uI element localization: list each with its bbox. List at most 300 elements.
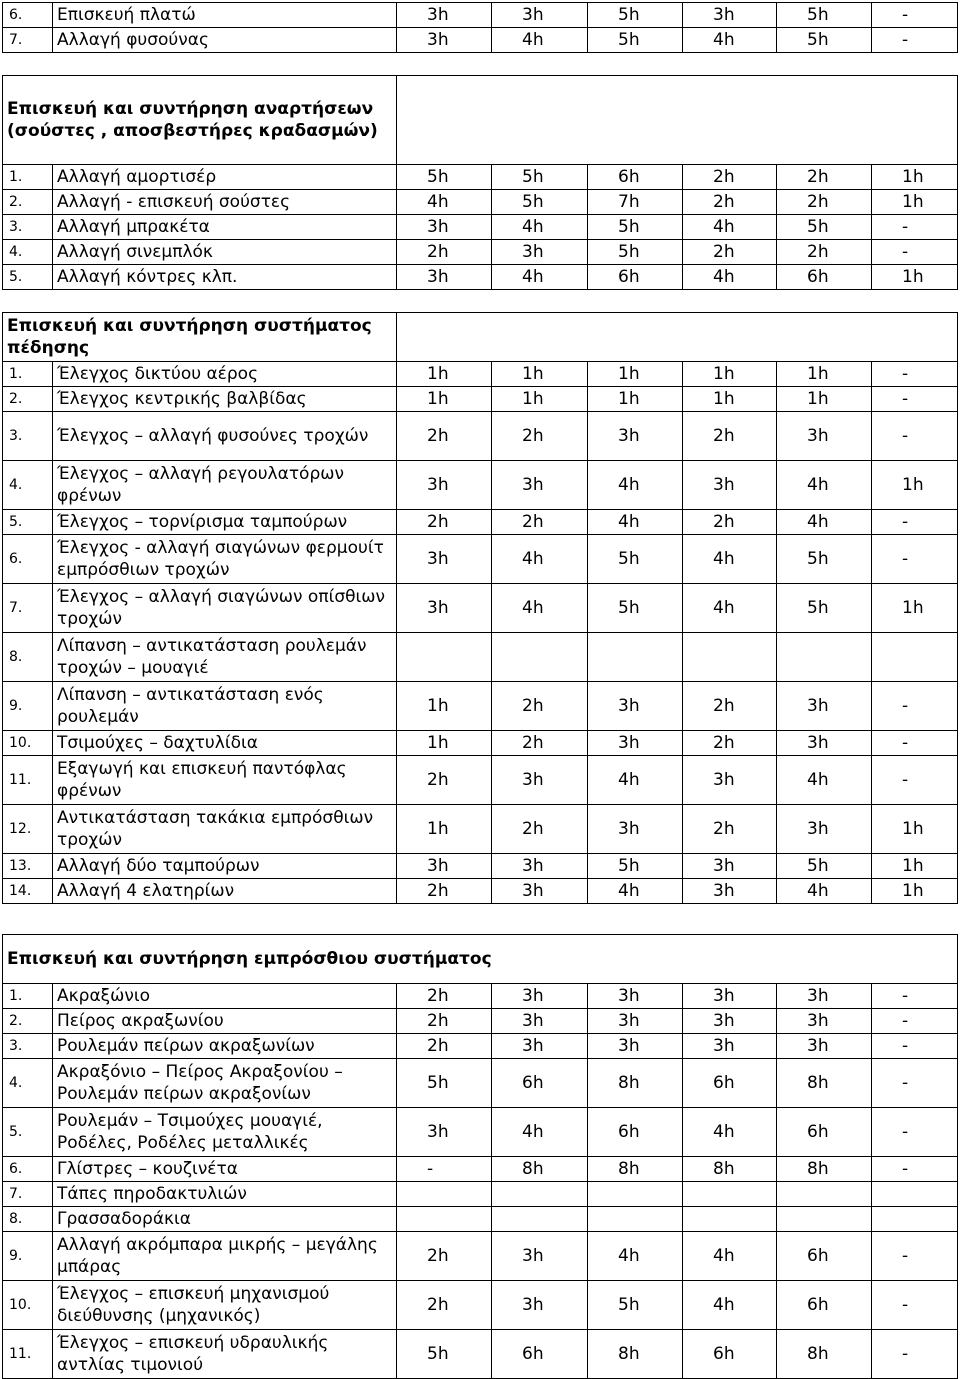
hours-cell-5: 6h bbox=[777, 265, 872, 290]
table-row bbox=[3, 1059, 958, 1108]
hours-cell-1: 3h bbox=[397, 584, 492, 633]
section-gap bbox=[3, 53, 958, 76]
hours-cell-5: 4h bbox=[777, 461, 872, 510]
hours-cell-6: - bbox=[872, 756, 958, 805]
hours-cell-5: 3h bbox=[777, 805, 872, 854]
hours-cell-4: 6h bbox=[683, 1059, 777, 1108]
row-number: 12. bbox=[3, 805, 53, 854]
hours-cell-3: 3h bbox=[588, 984, 683, 1009]
task-name: Αλλαγή - επισκευή σούστες bbox=[53, 190, 397, 215]
hours-cell-4: 2h bbox=[683, 682, 777, 731]
task-name: Εξαγωγή και επισκευή παντόφλας φρένων bbox=[53, 756, 397, 805]
row-number: 4. bbox=[3, 1059, 53, 1108]
hours-cell-3: 5h bbox=[588, 584, 683, 633]
section-header-row bbox=[3, 76, 958, 165]
hours-cell-6: 1h bbox=[872, 854, 958, 879]
hours-cell-2: 6h bbox=[492, 1330, 588, 1379]
hours-cell-2: 3h bbox=[492, 854, 588, 879]
hours-cell-2: 2h bbox=[492, 682, 588, 731]
gap-cell bbox=[3, 904, 958, 935]
hours-cell-3: 8h bbox=[588, 1157, 683, 1182]
task-name: Ρουλεμάν πείρων ακραξωνίων bbox=[53, 1034, 397, 1059]
hours-cell-5: 1h bbox=[777, 387, 872, 412]
row-number: 1. bbox=[3, 165, 53, 190]
row-number: 7. bbox=[3, 1182, 53, 1207]
hours-cell-2: 4h bbox=[492, 1108, 588, 1157]
hours-cell-6: - bbox=[872, 240, 958, 265]
table-row bbox=[3, 1009, 958, 1034]
hours-cell-2: 4h bbox=[492, 215, 588, 240]
hours-cell-4: 4h bbox=[683, 535, 777, 584]
gap-cell bbox=[3, 290, 958, 313]
task-name: Γλίστρες – κουζινέτα bbox=[53, 1157, 397, 1182]
hours-cell-4: 3h bbox=[683, 756, 777, 805]
task-name: Ακραξόνιο – Πείρος Ακραξονίου – Ρουλεμάν πείρων ακραξονίων bbox=[53, 1059, 397, 1108]
hours-cell-2: 2h bbox=[492, 510, 588, 535]
hours-cell-4: 2h bbox=[683, 240, 777, 265]
hours-cell-2: 6h bbox=[492, 1059, 588, 1108]
hours-cell-6: - bbox=[872, 362, 958, 387]
table-row bbox=[3, 28, 958, 53]
hours-cell-5: 5h bbox=[777, 28, 872, 53]
row-number: 2. bbox=[3, 190, 53, 215]
hours-cell-3: 4h bbox=[588, 879, 683, 904]
hours-cell-5: 4h bbox=[777, 510, 872, 535]
hours-cell-6: - bbox=[872, 984, 958, 1009]
hours-cell-2: 2h bbox=[492, 731, 588, 756]
hours-cell-4: 2h bbox=[683, 805, 777, 854]
hours-cell-2: 3h bbox=[492, 461, 588, 510]
table-row bbox=[3, 1182, 958, 1207]
section-gap bbox=[3, 904, 958, 935]
hours-cell-2: 3h bbox=[492, 1281, 588, 1330]
hours-cell-4: 2h bbox=[683, 412, 777, 461]
hours-cell-4: 4h bbox=[683, 1108, 777, 1157]
hours-cell-5: 6h bbox=[777, 1108, 872, 1157]
table-row bbox=[3, 215, 958, 240]
hours-cell-2: 3h bbox=[492, 1009, 588, 1034]
hours-cell-5: 5h bbox=[777, 3, 872, 28]
table-row bbox=[3, 731, 958, 756]
hours-cell-1: 1h bbox=[397, 387, 492, 412]
hours-cell-2: 3h bbox=[492, 879, 588, 904]
hours-cell-3: 8h bbox=[588, 1330, 683, 1379]
gap-cell bbox=[3, 53, 958, 76]
hours-cell-3: 1h bbox=[588, 362, 683, 387]
hours-cell-5: 5h bbox=[777, 215, 872, 240]
section-title: Επισκευή και συντήρηση εμπρόσθιου συστήματος bbox=[3, 935, 958, 984]
hours-cell-6: 1h bbox=[872, 165, 958, 190]
hours-cell-4: 3h bbox=[683, 1009, 777, 1034]
hours-cell-6: - bbox=[872, 215, 958, 240]
hours-cell-6: 1h bbox=[872, 190, 958, 215]
hours-cell-4: 3h bbox=[683, 879, 777, 904]
task-name: Αντικατάσταση τακάκια εμπρόσθιων τροχών bbox=[53, 805, 397, 854]
section-header-spacer bbox=[397, 76, 958, 165]
hours-cell-4: 1h bbox=[683, 362, 777, 387]
table-row bbox=[3, 1034, 958, 1059]
section-title: Επισκευή και συντήρηση συστήματος πέδησης bbox=[3, 313, 397, 362]
hours-cell-4: 2h bbox=[683, 190, 777, 215]
hours-cell-1: 5h bbox=[397, 1330, 492, 1379]
hours-cell-2: 1h bbox=[492, 362, 588, 387]
hours-cell-5: 4h bbox=[777, 879, 872, 904]
hours-cell-5: 3h bbox=[777, 984, 872, 1009]
hours-cell-5: 5h bbox=[777, 854, 872, 879]
row-number: 3. bbox=[3, 412, 53, 461]
hours-cell-3: 5h bbox=[588, 1281, 683, 1330]
hours-cell-4: 3h bbox=[683, 854, 777, 879]
hours-cell-6: - bbox=[872, 510, 958, 535]
hours-cell-4: 6h bbox=[683, 1330, 777, 1379]
hours-cell-1: 2h bbox=[397, 1034, 492, 1059]
task-name: Λίπανση – αντικατάσταση ενός ρουλεμάν bbox=[53, 682, 397, 731]
hours-cell-1: 3h bbox=[397, 535, 492, 584]
task-name: Έλεγχος – αλλαγή σιαγώνων οπίσθιων τροχών bbox=[53, 584, 397, 633]
hours-cell-2: 3h bbox=[492, 240, 588, 265]
task-name: Έλεγχος – επισκευή μηχανισμού διεύθυνσης (μηχανικός) bbox=[53, 1281, 397, 1330]
hours-cell-5: 2h bbox=[777, 240, 872, 265]
hours-cell-4 bbox=[683, 633, 777, 682]
row-number: 8. bbox=[3, 633, 53, 682]
table-row bbox=[3, 984, 958, 1009]
hours-cell-4: 2h bbox=[683, 510, 777, 535]
table-row bbox=[3, 1232, 958, 1281]
hours-cell-3: 4h bbox=[588, 461, 683, 510]
hours-cell-5: 8h bbox=[777, 1330, 872, 1379]
hours-cell-6: - bbox=[872, 28, 958, 53]
hours-cell-1: 1h bbox=[397, 805, 492, 854]
table-row bbox=[3, 165, 958, 190]
hours-cell-4: 4h bbox=[683, 265, 777, 290]
hours-cell-2: 5h bbox=[492, 190, 588, 215]
hours-cell-6: - bbox=[872, 412, 958, 461]
hours-cell-5: 6h bbox=[777, 1281, 872, 1330]
hours-cell-1: 2h bbox=[397, 879, 492, 904]
hours-cell-1 bbox=[397, 1207, 492, 1232]
hours-cell-1: 3h bbox=[397, 3, 492, 28]
row-number: 9. bbox=[3, 1232, 53, 1281]
hours-cell-1: 3h bbox=[397, 1108, 492, 1157]
row-number: 3. bbox=[3, 1034, 53, 1059]
repair-hours-table bbox=[2, 2, 958, 1379]
hours-cell-5: 3h bbox=[777, 412, 872, 461]
hours-cell-1: 1h bbox=[397, 682, 492, 731]
section-header-row bbox=[3, 935, 958, 984]
hours-cell-2: 4h bbox=[492, 265, 588, 290]
row-number: 14. bbox=[3, 879, 53, 904]
hours-cell-2: 3h bbox=[492, 1034, 588, 1059]
section-gap bbox=[3, 290, 958, 313]
row-number: 3. bbox=[3, 215, 53, 240]
row-number: 4. bbox=[3, 461, 53, 510]
row-number: 4. bbox=[3, 240, 53, 265]
hours-cell-2: 2h bbox=[492, 412, 588, 461]
hours-cell-1: 3h bbox=[397, 215, 492, 240]
hours-cell-2: 3h bbox=[492, 1232, 588, 1281]
hours-cell-5: 3h bbox=[777, 1034, 872, 1059]
table-row bbox=[3, 805, 958, 854]
hours-cell-3 bbox=[588, 633, 683, 682]
hours-cell-3: 5h bbox=[588, 854, 683, 879]
hours-cell-3: 3h bbox=[588, 805, 683, 854]
task-name: Αλλαγή φυσούνας bbox=[53, 28, 397, 53]
table-row bbox=[3, 412, 958, 461]
hours-cell-1: 3h bbox=[397, 265, 492, 290]
table-row bbox=[3, 240, 958, 265]
hours-cell-4: 4h bbox=[683, 215, 777, 240]
table-row bbox=[3, 535, 958, 584]
hours-cell-3: 6h bbox=[588, 265, 683, 290]
hours-cell-2: 4h bbox=[492, 28, 588, 53]
hours-cell-1: 3h bbox=[397, 461, 492, 510]
task-name: Πείρος ακραξωνίου bbox=[53, 1009, 397, 1034]
hours-cell-3: 1h bbox=[588, 387, 683, 412]
hours-cell-2: 3h bbox=[492, 3, 588, 28]
task-name: Ρουλεμάν – Τσιμούχες μουαγιέ, Ροδέλες, Ροδέλες μεταλλικές bbox=[53, 1108, 397, 1157]
hours-cell-3: 7h bbox=[588, 190, 683, 215]
hours-cell-6: - bbox=[872, 1281, 958, 1330]
hours-cell-6: 1h bbox=[872, 584, 958, 633]
row-number: 13. bbox=[3, 854, 53, 879]
hours-cell-1: 5h bbox=[397, 165, 492, 190]
section-header-row bbox=[3, 313, 958, 362]
hours-cell-3: 5h bbox=[588, 28, 683, 53]
task-name: Αλλαγή μπρακέτα bbox=[53, 215, 397, 240]
hours-cell-5 bbox=[777, 633, 872, 682]
row-number: 1. bbox=[3, 362, 53, 387]
table-row bbox=[3, 1108, 958, 1157]
hours-cell-4: 2h bbox=[683, 731, 777, 756]
hours-cell-6: - bbox=[872, 1009, 958, 1034]
task-name: Επισκευή πλατώ bbox=[53, 3, 397, 28]
hours-cell-1: 5h bbox=[397, 1059, 492, 1108]
hours-cell-6: 1h bbox=[872, 805, 958, 854]
hours-cell-1: 3h bbox=[397, 28, 492, 53]
hours-cell-2: 3h bbox=[492, 984, 588, 1009]
table-row bbox=[3, 1157, 958, 1182]
task-name: Έλεγχος - αλλαγή σιαγώνων φερμουίτ εμπρόσθιων τροχών bbox=[53, 535, 397, 584]
hours-cell-3: 6h bbox=[588, 165, 683, 190]
hours-cell-4: 3h bbox=[683, 1034, 777, 1059]
hours-cell-3 bbox=[588, 1182, 683, 1207]
task-name: Έλεγχος δικτύου αέρος bbox=[53, 362, 397, 387]
hours-cell-6 bbox=[872, 1182, 958, 1207]
table-row bbox=[3, 879, 958, 904]
row-number: 5. bbox=[3, 1108, 53, 1157]
row-number: 11. bbox=[3, 756, 53, 805]
row-number: 6. bbox=[3, 535, 53, 584]
row-number: 7. bbox=[3, 584, 53, 633]
hours-cell-6: - bbox=[872, 3, 958, 28]
task-name: Λίπανση – αντικατάσταση ρουλεμάν τροχών – μουαγιέ bbox=[53, 633, 397, 682]
hours-cell-6: - bbox=[872, 535, 958, 584]
hours-cell-5: 8h bbox=[777, 1059, 872, 1108]
hours-cell-3: 3h bbox=[588, 682, 683, 731]
hours-cell-6: 1h bbox=[872, 265, 958, 290]
task-name: Έλεγχος – αλλαγή φυσούνες τροχών bbox=[53, 412, 397, 461]
hours-cell-4: 4h bbox=[683, 1232, 777, 1281]
task-name: Αλλαγή 4 ελατηρίων bbox=[53, 879, 397, 904]
hours-cell-3: 5h bbox=[588, 535, 683, 584]
table-row bbox=[3, 1207, 958, 1232]
row-number: 2. bbox=[3, 1009, 53, 1034]
hours-cell-6: - bbox=[872, 1034, 958, 1059]
hours-cell-3: 6h bbox=[588, 1108, 683, 1157]
hours-cell-3: 5h bbox=[588, 215, 683, 240]
hours-cell-5: 2h bbox=[777, 190, 872, 215]
table-body bbox=[3, 3, 958, 1379]
table-row bbox=[3, 190, 958, 215]
hours-cell-5 bbox=[777, 1182, 872, 1207]
task-name: Αλλαγή ακρόμπαρα μικρής – μεγάλης μπάρας bbox=[53, 1232, 397, 1281]
hours-cell-2 bbox=[492, 1207, 588, 1232]
table-row bbox=[3, 1330, 958, 1379]
hours-cell-3: 5h bbox=[588, 240, 683, 265]
task-name: Αλλαγή δύο ταμπούρων bbox=[53, 854, 397, 879]
hours-cell-1: 2h bbox=[397, 1232, 492, 1281]
hours-cell-5: 2h bbox=[777, 165, 872, 190]
hours-cell-4: 1h bbox=[683, 387, 777, 412]
task-name: Αλλαγή αμορτισέρ bbox=[53, 165, 397, 190]
hours-cell-6: - bbox=[872, 1232, 958, 1281]
section-title: Επισκευή και συντήρηση αναρτήσεων (σούστες , αποσβεστήρες κραδασμών) bbox=[3, 76, 397, 165]
hours-cell-1: 2h bbox=[397, 756, 492, 805]
hours-cell-5: 1h bbox=[777, 362, 872, 387]
row-number: 7. bbox=[3, 28, 53, 53]
hours-cell-1: 2h bbox=[397, 412, 492, 461]
hours-cell-2: 5h bbox=[492, 165, 588, 190]
table-row bbox=[3, 1281, 958, 1330]
row-number: 1. bbox=[3, 984, 53, 1009]
table-row bbox=[3, 633, 958, 682]
hours-cell-6 bbox=[872, 1207, 958, 1232]
table-row bbox=[3, 387, 958, 412]
hours-cell-3: 4h bbox=[588, 1232, 683, 1281]
row-number: 6. bbox=[3, 1157, 53, 1182]
hours-cell-1 bbox=[397, 1182, 492, 1207]
task-name: Έλεγχος – αλλαγή ρεγουλατόρων φρένων bbox=[53, 461, 397, 510]
hours-cell-4: 4h bbox=[683, 28, 777, 53]
hours-cell-6: - bbox=[872, 1108, 958, 1157]
hours-cell-1: 2h bbox=[397, 984, 492, 1009]
table-row bbox=[3, 3, 958, 28]
hours-cell-1: 1h bbox=[397, 362, 492, 387]
hours-cell-2: 2h bbox=[492, 805, 588, 854]
task-name: Γρασσαδοράκια bbox=[53, 1207, 397, 1232]
hours-cell-3: 3h bbox=[588, 1034, 683, 1059]
hours-cell-6: - bbox=[872, 387, 958, 412]
table-row bbox=[3, 756, 958, 805]
hours-cell-2: 3h bbox=[492, 756, 588, 805]
hours-cell-3: 4h bbox=[588, 756, 683, 805]
row-number: 5. bbox=[3, 510, 53, 535]
task-name: Αλλαγή κόντρες κλπ. bbox=[53, 265, 397, 290]
hours-cell-3: 5h bbox=[588, 3, 683, 28]
task-name: Έλεγχος – τορνίρισμα ταμπούρων bbox=[53, 510, 397, 535]
hours-cell-2 bbox=[492, 633, 588, 682]
task-name: Έλεγχος – επισκευή υδραυλικής αντλίας τιμονιού bbox=[53, 1330, 397, 1379]
hours-cell-2 bbox=[492, 1182, 588, 1207]
section-header-spacer bbox=[397, 313, 958, 362]
table-row bbox=[3, 584, 958, 633]
hours-cell-4: 2h bbox=[683, 165, 777, 190]
hours-cell-6: 1h bbox=[872, 879, 958, 904]
hours-cell-6: - bbox=[872, 682, 958, 731]
hours-cell-3: 3h bbox=[588, 1009, 683, 1034]
task-name: Έλεγχος κεντρικής βαλβίδας bbox=[53, 387, 397, 412]
row-number: 10. bbox=[3, 1281, 53, 1330]
hours-cell-1: 2h bbox=[397, 510, 492, 535]
task-name: Τσιμούχες – δαχτυλίδια bbox=[53, 731, 397, 756]
hours-cell-1: 2h bbox=[397, 1281, 492, 1330]
hours-cell-6: - bbox=[872, 731, 958, 756]
hours-cell-2: 4h bbox=[492, 584, 588, 633]
hours-cell-1: - bbox=[397, 1157, 492, 1182]
hours-cell-5: 3h bbox=[777, 1009, 872, 1034]
hours-cell-4: 3h bbox=[683, 3, 777, 28]
hours-cell-3 bbox=[588, 1207, 683, 1232]
table-row bbox=[3, 510, 958, 535]
hours-cell-5: 8h bbox=[777, 1157, 872, 1182]
hours-cell-6: 1h bbox=[872, 461, 958, 510]
hours-cell-6: - bbox=[872, 1059, 958, 1108]
hours-cell-3: 8h bbox=[588, 1059, 683, 1108]
hours-cell-4: 8h bbox=[683, 1157, 777, 1182]
table-row bbox=[3, 854, 958, 879]
hours-cell-6: - bbox=[872, 1157, 958, 1182]
table-row bbox=[3, 362, 958, 387]
hours-cell-5: 5h bbox=[777, 584, 872, 633]
hours-cell-2: 1h bbox=[492, 387, 588, 412]
task-name: Αλλαγή σινεμπλόκ bbox=[53, 240, 397, 265]
hours-cell-5: 6h bbox=[777, 1232, 872, 1281]
hours-cell-1: 2h bbox=[397, 1009, 492, 1034]
task-name: Τάπες πηροδακτυλιών bbox=[53, 1182, 397, 1207]
row-number: 8. bbox=[3, 1207, 53, 1232]
hours-cell-1: 2h bbox=[397, 240, 492, 265]
row-number: 5. bbox=[3, 265, 53, 290]
hours-cell-1: 1h bbox=[397, 731, 492, 756]
hours-cell-5: 3h bbox=[777, 682, 872, 731]
hours-cell-2: 4h bbox=[492, 535, 588, 584]
hours-cell-5 bbox=[777, 1207, 872, 1232]
hours-cell-5: 4h bbox=[777, 756, 872, 805]
hours-cell-5: 5h bbox=[777, 535, 872, 584]
task-name: Ακραξώνιο bbox=[53, 984, 397, 1009]
table-row bbox=[3, 682, 958, 731]
row-number: 9. bbox=[3, 682, 53, 731]
table-row bbox=[3, 461, 958, 510]
hours-cell-4: 3h bbox=[683, 984, 777, 1009]
hours-cell-2: 8h bbox=[492, 1157, 588, 1182]
hours-cell-4 bbox=[683, 1182, 777, 1207]
hours-cell-6 bbox=[872, 633, 958, 682]
hours-cell-1: 3h bbox=[397, 854, 492, 879]
row-number: 10. bbox=[3, 731, 53, 756]
table-row bbox=[3, 265, 958, 290]
hours-cell-3: 3h bbox=[588, 412, 683, 461]
hours-cell-1 bbox=[397, 633, 492, 682]
hours-cell-1: 4h bbox=[397, 190, 492, 215]
hours-cell-4: 4h bbox=[683, 584, 777, 633]
hours-cell-4: 4h bbox=[683, 1281, 777, 1330]
hours-cell-4 bbox=[683, 1207, 777, 1232]
hours-cell-4: 3h bbox=[683, 461, 777, 510]
hours-cell-3: 3h bbox=[588, 731, 683, 756]
row-number: 11. bbox=[3, 1330, 53, 1379]
hours-cell-3: 4h bbox=[588, 510, 683, 535]
